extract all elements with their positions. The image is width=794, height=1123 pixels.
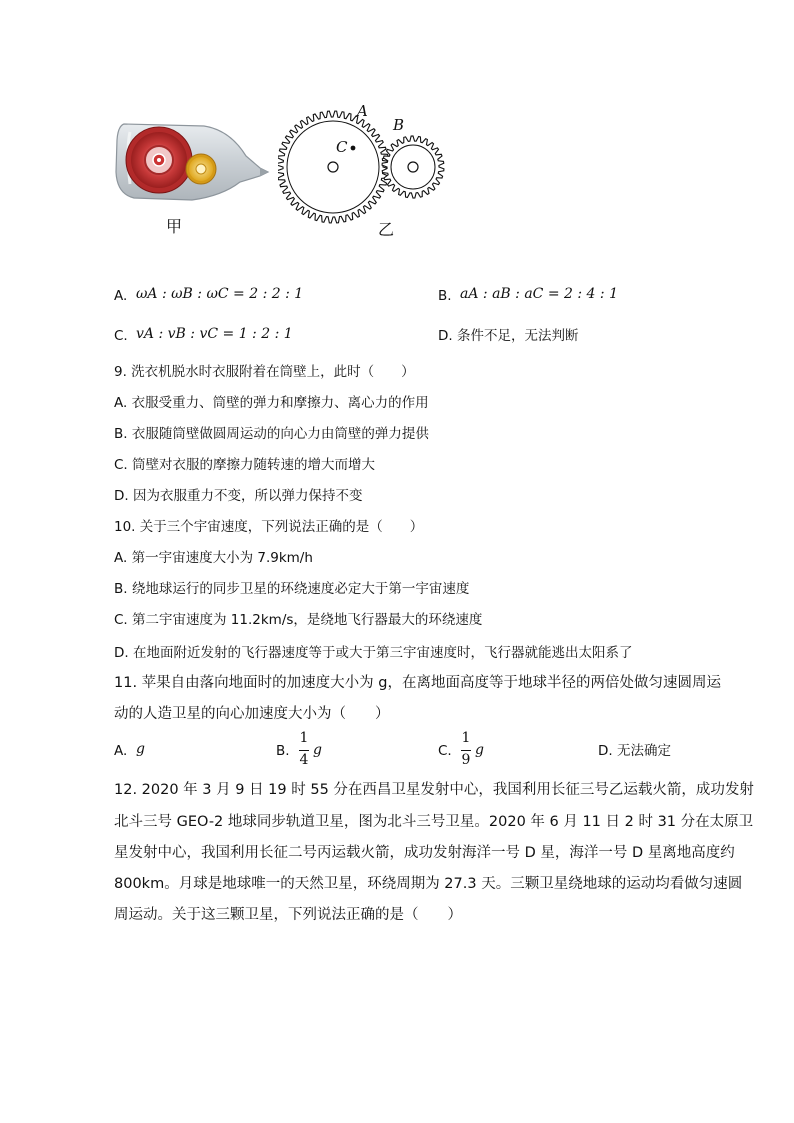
q10-option-a: A. 第一宇宙速度大小为 7.9km/h — [114, 550, 313, 566]
q12-line5: 周运动。关于这三颗卫星，下列说法正确的是（ ） — [114, 907, 462, 923]
q9-option-b: B. 衣服随筒壁做圆周运动的向心力由筒壁的弹力提供 — [114, 426, 429, 442]
large-gear-axle — [328, 162, 338, 172]
q12-line4: 800km。月球是地球唯一的天然卫星，环绕周期为 27.3 天。三颗卫星绕地球的运动均看做匀速圆 — [114, 876, 743, 892]
q12-line2: 北斗三号 GEO-2 地球同步轨道卫星，图为北斗三号卫星。2020 年 6 月 11 日 2 时 31 分在太原卫 — [114, 814, 754, 830]
q11-option-a-label: A. — [114, 743, 128, 759]
q11-option-c-fraction-bar — [461, 750, 471, 751]
q10-option-d: D. 在地面附近发射的飞行器速度等于或大于第三宇宙速度时，飞行器就能逃出太阳系了 — [114, 645, 633, 661]
q10-option-b: B. 绕地球运行的同步卫星的环绕速度必定大于第一宇宙速度 — [114, 581, 470, 597]
caption-jia: 甲 — [166, 217, 183, 236]
q8-option-c-label: C. — [114, 328, 128, 344]
q11-option-b-numerator: 1 — [299, 730, 309, 746]
q11-stem-line2: 动的人造卫星的向心加速度大小为（ ） — [114, 706, 390, 722]
q11-option-d: D. 无法确定 — [598, 743, 671, 759]
q8-option-a-label: A. — [114, 288, 128, 304]
caption-yi: 乙 — [378, 220, 395, 239]
label-c: C — [336, 138, 348, 156]
small-gear-axle — [408, 162, 418, 172]
yellow-gear — [186, 154, 216, 184]
q11-option-c-denominator: 9 — [461, 752, 471, 768]
q11-option-b-label: B. — [276, 743, 290, 759]
correction-tape-figure — [112, 110, 272, 206]
q9-stem: 9. 洗衣机脱水时衣服附着在筒壁上，此时（ ） — [114, 364, 415, 380]
label-b: B — [393, 116, 405, 134]
q12-line1: 12. 2020 年 3 月 9 日 19 时 55 分在西昌卫星发射中心，我国利用长征三号乙运载火箭，成功发射 — [114, 782, 754, 798]
q8-option-a: ωA : ωB : ωC = 2 : 2 : 1 — [136, 286, 304, 302]
q11-option-c-g: g — [475, 742, 484, 758]
label-a: A — [357, 102, 368, 120]
point-c-dot — [351, 146, 356, 151]
q9-option-c: C. 筒壁对衣服的摩擦力随转速的增大而增大 — [114, 457, 376, 473]
q11-stem-line1: 11. 苹果自由落向地面时的加速度大小为 g，在离地面高度等于地球半径的两倍处做匀速圆周运 — [114, 675, 721, 691]
q8-option-b-label: B. — [438, 288, 452, 304]
q11-option-c-numerator: 1 — [461, 730, 471, 746]
q11-option-b-denominator: 4 — [299, 752, 309, 768]
q12-line3: 星发射中心，我国利用长征二号丙运载火箭，成功发射海洋一号 D 星，海洋一号 D 星离地高度约 — [114, 845, 735, 861]
q11-option-b-fraction-bar — [299, 750, 309, 751]
q9-option-d: D. 因为衣服重力不变，所以弹力保持不变 — [114, 488, 363, 504]
q11-option-a-value: g — [136, 741, 145, 757]
q8-option-c: vA : vB : vC = 1 : 2 : 1 — [136, 326, 293, 342]
q9-option-a: A. 衣服受重力、筒壁的弹力和摩擦力、离心力的作用 — [114, 395, 429, 411]
q8-option-d: D. 条件不足，无法判断 — [438, 328, 579, 344]
q11-option-c-label: C. — [438, 743, 452, 759]
q11-option-b-g: g — [313, 742, 322, 758]
red-gear — [126, 127, 192, 193]
q8-option-b: aA : aB : aC = 2 : 4 : 1 — [460, 286, 618, 302]
q10-stem: 10. 关于三个宇宙速度，下列说法正确的是（ ） — [114, 519, 424, 535]
q10-option-c: C. 第二宇宙速度为 11.2km/s，是绕地飞行器最大的环绕速度 — [114, 612, 483, 628]
